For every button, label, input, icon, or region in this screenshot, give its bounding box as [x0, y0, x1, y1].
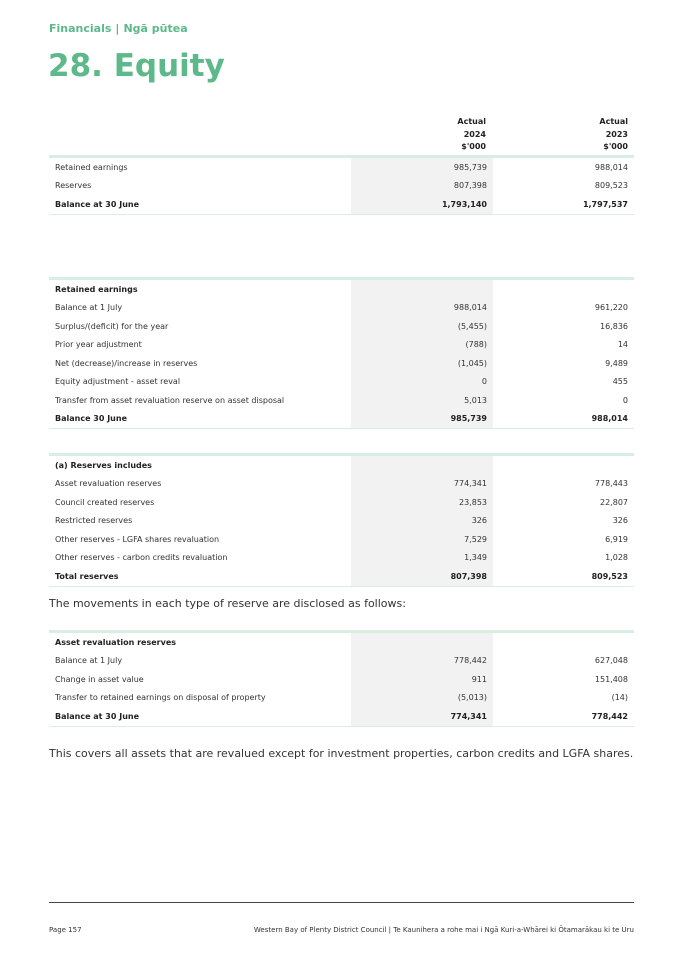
- section-heading-row: [49, 279, 634, 299]
- row-label: Transfer to retained earnings on disposal of property: [55, 693, 266, 703]
- column-header-line: Actual: [457, 117, 486, 126]
- table-row: [49, 475, 634, 494]
- table-row: [49, 354, 634, 373]
- row-label: Total reserves: [49, 567, 351, 586]
- footer-divider: [49, 902, 634, 903]
- row-label: Change in asset value: [55, 674, 144, 684]
- reserves-table: [49, 453, 634, 587]
- value-2023: 6,919: [605, 534, 628, 544]
- value-2023: 0: [622, 395, 628, 405]
- value-2023: 14: [617, 340, 628, 350]
- value-2024: 985,739: [351, 410, 493, 429]
- empty-cell: [493, 279, 634, 299]
- value-2024: (5,455): [351, 317, 493, 336]
- row-label: Retained earnings: [49, 157, 351, 177]
- section-heading: Retained earnings: [49, 279, 351, 299]
- value-2024: 985,739: [351, 157, 493, 177]
- column-header-line: 2024: [463, 129, 486, 139]
- value-2023: 627,048: [594, 656, 628, 666]
- row-label: Equity adjustment - asset reval: [55, 377, 181, 387]
- table-row: [49, 512, 634, 531]
- value-2024: 807,398: [351, 177, 493, 196]
- value-2023: 151,408: [594, 674, 628, 684]
- value-2023: 9,489: [605, 358, 628, 368]
- section-heading: Asset revaluation reserves: [49, 632, 351, 652]
- table-row: [49, 299, 634, 318]
- value-2023: 326: [612, 516, 628, 526]
- page-title: 28. Equity: [48, 48, 225, 84]
- value-2023: 809,523: [493, 567, 634, 586]
- column-header-2024: [400, 116, 486, 154]
- empty-cell: [351, 455, 493, 475]
- table-row: [49, 670, 634, 689]
- value-2023: 22,807: [600, 497, 628, 507]
- column-header-line: 2023: [605, 129, 628, 139]
- table-row: [49, 549, 634, 568]
- asset-revaluation-table: [49, 630, 634, 727]
- empty-cell: [493, 455, 634, 475]
- value-2024: 774,341: [351, 475, 493, 494]
- empty-cell: [493, 632, 634, 652]
- value-2024: (788): [351, 336, 493, 355]
- value-2023: 1,028: [605, 553, 628, 563]
- row-label: Transfer from asset revaluation reserve on asset disposal: [55, 395, 285, 405]
- value-2024: 988,014: [351, 299, 493, 318]
- revaluation-coverage-note: This covers all assets that are revalued except for investment properties, carbon credits and LGFA shares.: [49, 747, 634, 760]
- row-label: Other reserves - LGFA shares revaluation: [55, 534, 220, 544]
- value-2024: (5,013): [351, 689, 493, 708]
- value-2024: 778,442: [351, 652, 493, 671]
- value-2024: 1,793,140: [351, 195, 493, 214]
- value-2024: 911: [351, 670, 493, 689]
- table-row: [49, 530, 634, 549]
- row-label: Surplus/(deficit) for the year: [55, 321, 169, 331]
- table-row: [49, 373, 634, 392]
- total-row: [49, 707, 634, 726]
- header-section: Financials: [49, 22, 112, 35]
- value-2024: 807,398: [351, 567, 493, 586]
- value-2023: 809,523: [594, 181, 628, 191]
- value-2023: 1,797,537: [493, 195, 634, 214]
- value-2024: 0: [351, 373, 493, 392]
- row-label: Balance 30 June: [49, 410, 351, 429]
- value-2024: 1,349: [351, 549, 493, 568]
- section-heading-row: [49, 455, 634, 475]
- retained-earnings-table: [49, 277, 634, 429]
- total-row: [49, 410, 634, 429]
- equity-summary-table: [49, 155, 634, 215]
- empty-cell: [351, 279, 493, 299]
- row-label: Council created reserves: [55, 497, 155, 507]
- page-number: Page 157: [49, 926, 82, 934]
- value-2023: 16,836: [600, 321, 628, 331]
- row-label: Asset revaluation reserves: [55, 479, 162, 489]
- column-header-line: $'000: [603, 142, 628, 151]
- value-2024: 326: [351, 512, 493, 531]
- row-label: Restricted reserves: [55, 516, 133, 526]
- empty-cell: [351, 632, 493, 652]
- row-label: Balance at 30 June: [49, 195, 351, 214]
- row-label: Other reserves - carbon credits revaluation: [55, 553, 228, 563]
- total-row: [49, 567, 634, 586]
- value-2023: 455: [612, 377, 628, 387]
- row-label: Prior year adjustment: [55, 340, 142, 350]
- value-2023: (14): [611, 693, 628, 703]
- value-2023: 988,014: [493, 157, 634, 177]
- table-row: [49, 177, 634, 196]
- value-2024: 774,341: [351, 707, 493, 726]
- value-2023: 778,443: [594, 479, 628, 489]
- table-row: [49, 336, 634, 355]
- value-2024: (1,045): [351, 354, 493, 373]
- value-2024: 23,853: [351, 493, 493, 512]
- row-label: Balance at 1 July: [55, 303, 123, 313]
- movements-note: The movements in each type of reserve are disclosed as follows:: [49, 597, 406, 610]
- total-row: [49, 195, 634, 214]
- value-2024: 7,529: [351, 530, 493, 549]
- value-2024: 5,013: [351, 391, 493, 410]
- row-label: Balance at 1 July: [55, 656, 123, 666]
- row-label: Reserves: [55, 181, 92, 191]
- column-header-2023: [540, 116, 628, 154]
- header-subsection: Ngā pūtea: [123, 22, 188, 35]
- row-label: Net (decrease)/increase in reserves: [55, 358, 198, 368]
- value-2023: 778,442: [493, 707, 634, 726]
- header-divider: |: [115, 22, 120, 35]
- page-header: [49, 22, 188, 35]
- column-header-line: $'000: [461, 142, 486, 151]
- section-heading: (a) Reserves includes: [49, 455, 351, 475]
- section-heading-row: [49, 632, 634, 652]
- table-row: [49, 157, 634, 177]
- value-2023: 988,014: [493, 410, 634, 429]
- column-header-line: Actual: [599, 117, 628, 126]
- table-row: [49, 689, 634, 708]
- table-row: [49, 391, 634, 410]
- table-row: [49, 652, 634, 671]
- footer-organisation: Western Bay of Plenty District Council | Te Kaunihera a rohe mai i Ngā Kuri-a-Whārei ki Ōtamarākau ki te Uru: [253, 926, 634, 934]
- value-2023: 961,220: [594, 303, 628, 313]
- table-row: [49, 493, 634, 512]
- row-label: Balance at 30 June: [49, 707, 351, 726]
- table-row: [49, 317, 634, 336]
